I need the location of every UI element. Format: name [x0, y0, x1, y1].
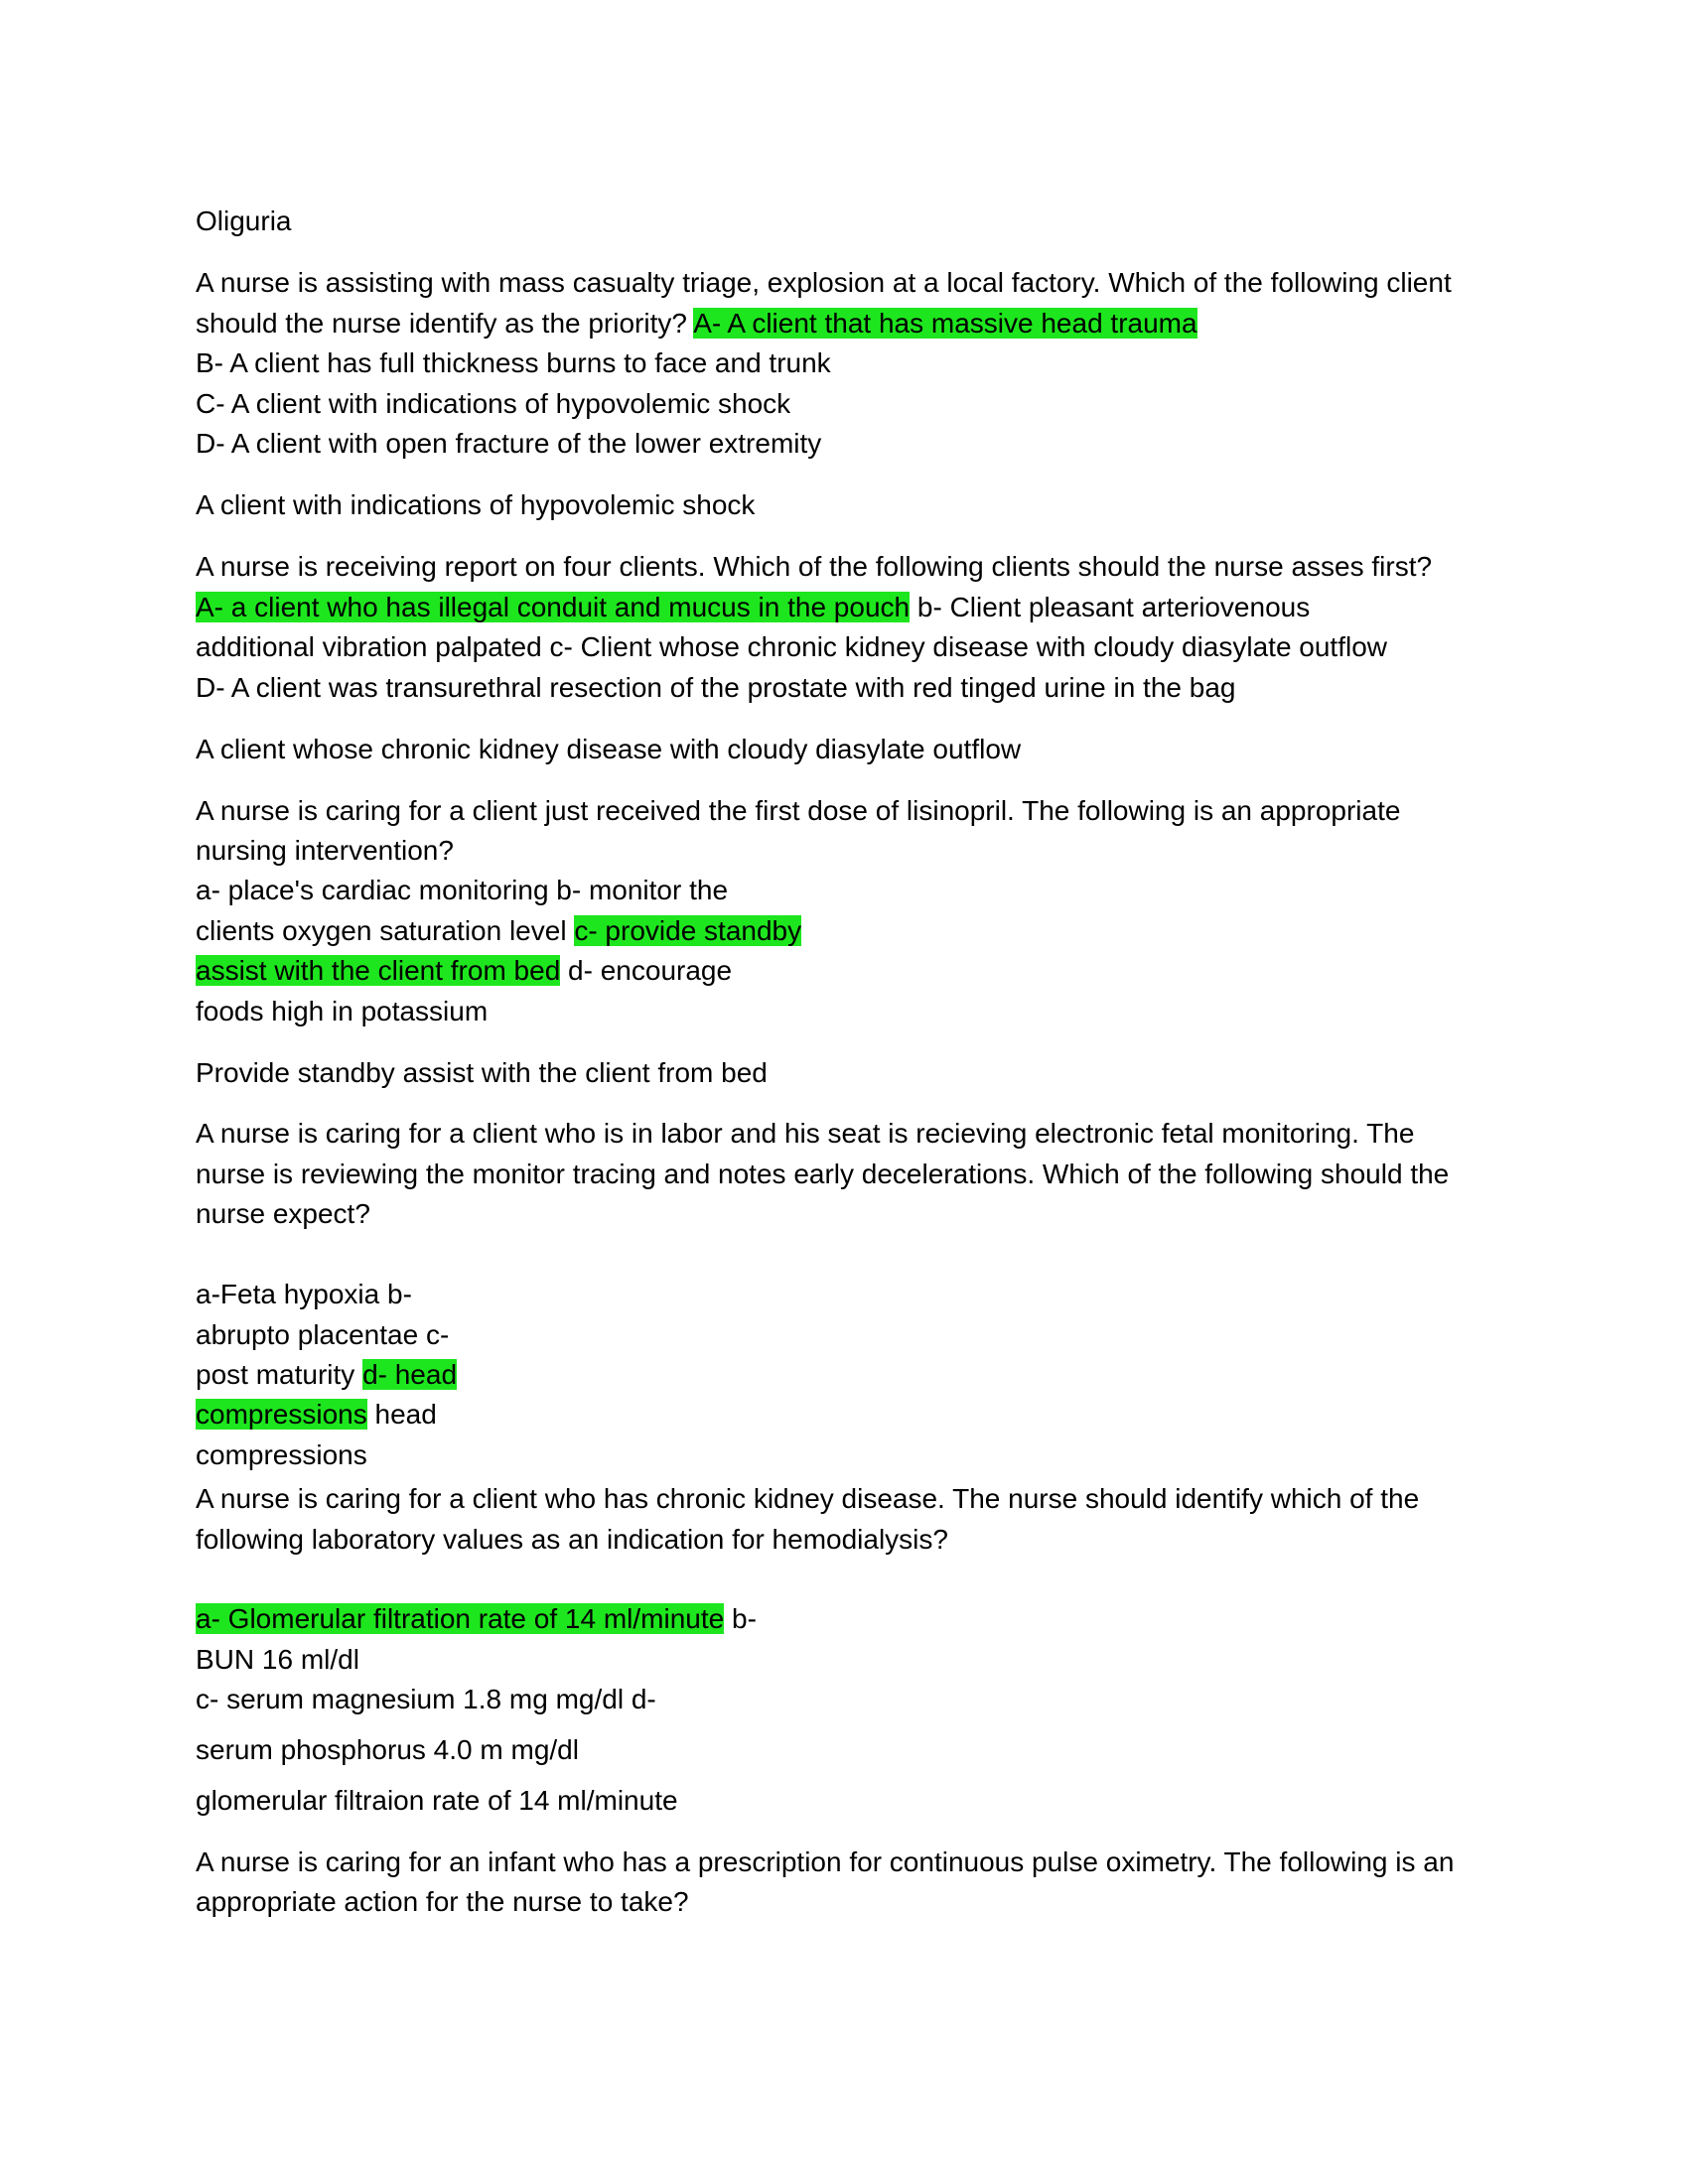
q5-line — [196, 1680, 656, 1719]
q2-text: additional vibration palpated c- Client whose chronic kidney disease with cloudy diasylate outflow — [196, 631, 1388, 662]
q3-answer-text: Provide standby assist with the client from bed — [196, 1057, 768, 1088]
q5-text: following laboratory values as an indication for hemodialysis? — [196, 1524, 948, 1555]
q2-highlighted-answer: A- a client who has illegal conduit and mucus in the pouch — [196, 592, 911, 622]
q4-line — [196, 1435, 367, 1475]
q1-option-d — [196, 424, 821, 464]
heading — [196, 202, 291, 241]
q4-text: compressions — [196, 1439, 367, 1470]
q4-highlighted-answer: d- head — [362, 1359, 458, 1390]
q4-line — [196, 1275, 412, 1314]
q1-answer-text: A client with indications of hypovolemic shock — [196, 489, 756, 520]
q2-line — [196, 627, 1387, 667]
q1-option-d-text: D- A client with open fracture of the lower extremity — [196, 428, 822, 459]
q6-line — [196, 1843, 1454, 1882]
q3-highlighted-answer: assist with the client from bed — [196, 955, 561, 986]
q2-answer — [196, 730, 1021, 769]
q5-line — [196, 1599, 757, 1639]
q3-line — [196, 992, 488, 1031]
q3-text: d- encourage — [560, 955, 733, 986]
q2-line — [196, 588, 1310, 627]
q5-text: b- — [724, 1603, 757, 1634]
q1-text: should the nurse identify as the priority? — [196, 308, 694, 339]
q5-text: A nurse is caring for a client who has chronic kidney disease. The nurse should identify which of the — [196, 1483, 1420, 1514]
q3-line — [196, 791, 1400, 831]
q3-line — [196, 831, 454, 871]
q4-line — [196, 1194, 370, 1234]
heading-text: Oliguria — [196, 205, 292, 236]
q5-text: c- serum magnesium 1.8 mg mg/dl d- — [196, 1684, 656, 1714]
q4-text: a-Feta hypoxia b- — [196, 1279, 412, 1309]
q1-option-c — [196, 384, 790, 424]
q3-line — [196, 871, 728, 910]
q5-answer — [196, 1781, 678, 1821]
q3-answer — [196, 1053, 768, 1093]
q5-highlighted-answer: a- Glomerular filtration rate of 14 ml/minute — [196, 1603, 725, 1634]
q3-text: nursing intervention? — [196, 835, 454, 866]
q2-text: b- Client pleasant arteriovenous — [910, 592, 1311, 622]
q2-text: D- A client was transurethral resection of the prostate with red tinged urine in the bag — [196, 672, 1236, 703]
q1-text: A nurse is assisting with mass casualty triage, explosion at a local factory. Which of the following client — [196, 267, 1452, 298]
q5-line — [196, 1520, 948, 1560]
q1-line — [196, 263, 1452, 303]
q1-answer — [196, 485, 755, 525]
q4-line — [196, 1395, 437, 1434]
q6-line — [196, 1882, 689, 1922]
q4-text: nurse is reviewing the monitor tracing and notes early decelerations. Which of the following should the — [196, 1159, 1450, 1189]
q4-text: post maturity — [196, 1359, 363, 1390]
q3-text: A nurse is caring for a client just received the first dose of lisinopril. The following is an appropriate — [196, 795, 1401, 826]
q2-text: A nurse is receiving report on four clients. Which of the following clients should the nurse asses first? — [196, 551, 1433, 582]
q5-line — [196, 1730, 579, 1770]
q3-text: foods high in potassium — [196, 996, 489, 1026]
q6-text: appropriate action for the nurse to take? — [196, 1886, 689, 1917]
q5-answer-text: glomerular filtraion rate of 14 ml/minute — [196, 1785, 678, 1816]
q1-option-b-text: B- A client has full thickness burns to face and trunk — [196, 347, 831, 378]
q1-option-c-text: C- A client with indications of hypovolemic shock — [196, 388, 791, 419]
q3-text: clients oxygen saturation level — [196, 915, 575, 946]
q4-text: nurse expect? — [196, 1198, 370, 1229]
q3-text: a- place's cardiac monitoring b- monitor the — [196, 875, 729, 905]
q5-line — [196, 1479, 1419, 1519]
q1-option-b — [196, 343, 831, 383]
q5-line — [196, 1640, 359, 1680]
q1-line — [196, 304, 1197, 343]
q4-line — [196, 1355, 457, 1395]
q4-text: A nurse is caring for a client who is in labor and his seat is recieving electronic fetal monitoring. The — [196, 1118, 1415, 1149]
q4-text: head — [366, 1399, 437, 1430]
q6-text: A nurse is caring for an infant who has a prescription for continuous pulse oximetry. The following is an — [196, 1846, 1455, 1877]
q1-highlighted-answer: A- A client that has massive head trauma — [693, 308, 1197, 339]
q3-line — [196, 951, 732, 991]
q5-text: BUN 16 ml/dl — [196, 1644, 359, 1675]
q2-line — [196, 668, 1235, 708]
q3-highlighted-answer: c- provide standby — [574, 915, 802, 946]
document-page — [196, 0, 1486, 2184]
q5-text: serum phosphorus 4.0 m mg/dl — [196, 1734, 579, 1765]
q4-line — [196, 1155, 1449, 1194]
q4-text: abrupto placentae c- — [196, 1319, 450, 1350]
q4-line — [196, 1114, 1414, 1154]
q4-highlighted-answer: compressions — [196, 1399, 367, 1430]
q2-line — [196, 547, 1432, 587]
q3-line — [196, 911, 801, 951]
q4-line — [196, 1315, 449, 1355]
q2-answer-text: A client whose chronic kidney disease with cloudy diasylate outflow — [196, 734, 1022, 764]
